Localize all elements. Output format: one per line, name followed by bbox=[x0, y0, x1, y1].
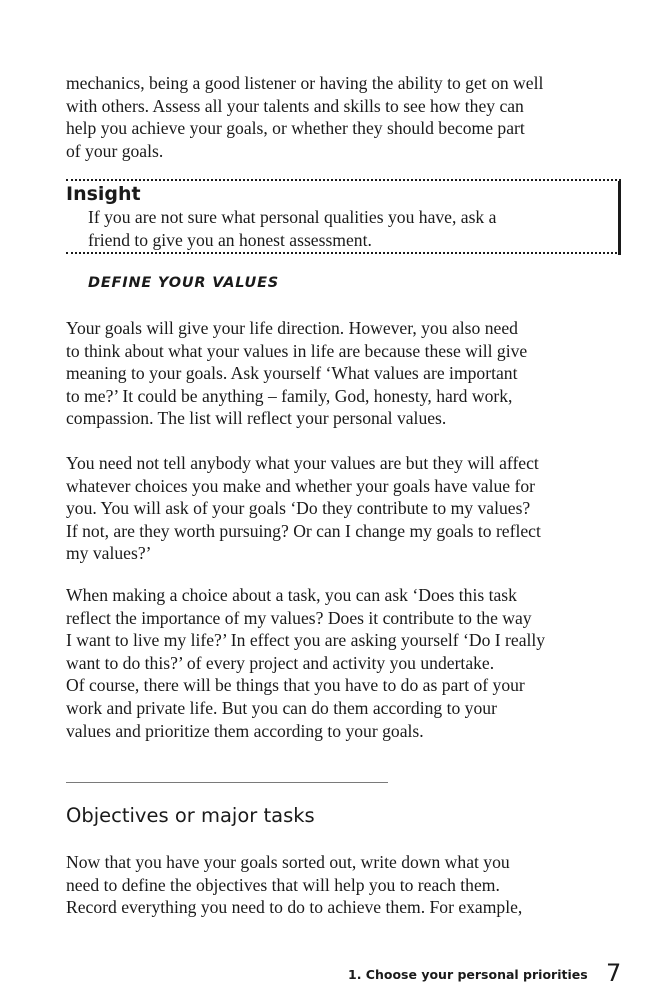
text-line: Now that you have your goals sorted out, write down what you bbox=[66, 852, 510, 872]
text-line: whatever choices you make and whether your goals have value for bbox=[66, 475, 535, 496]
text-line: want to do this?’ of every project and activity you undertake. bbox=[66, 652, 495, 673]
text-line: friend to give you an honest assessment. bbox=[88, 229, 372, 250]
text-line: reflect the importance of my values? Does it contribute to the way bbox=[66, 607, 532, 628]
text-line: values and prioritize them according to your goals. bbox=[66, 720, 424, 741]
text-line: If not, are they worth pursuing? Or can I change my goals to reflect bbox=[66, 520, 541, 541]
text-line: Record everything you need to do to achieve them. For example, bbox=[66, 897, 523, 918]
text-line: to think about what your values in life are because these will give bbox=[66, 340, 528, 361]
text-line: You need not tell anybody what your values are but they will affect bbox=[66, 453, 539, 473]
section-heading: DEFINE YOUR VALUES bbox=[88, 275, 280, 291]
text-line: to me?’ It could be anything – family, God, honesty, hard work, bbox=[66, 385, 513, 406]
text-line: need to define the objectives that will help you to reach them. bbox=[66, 874, 500, 895]
insight-side-bar bbox=[618, 181, 621, 255]
objectives-paragraph bbox=[66, 851, 596, 919]
text-line: help you achieve your goals, or whether they should become part bbox=[66, 118, 525, 139]
section-divider bbox=[66, 782, 388, 783]
text-line: Your goals will give your life direction. However, you also need bbox=[66, 318, 518, 338]
text-line: I want to live my life?’ In effect you are asking yourself ‘Do I really bbox=[66, 630, 546, 651]
insight-box bbox=[66, 175, 621, 257]
text-line: mechanics, being a good listener or having the ability to get on well bbox=[66, 73, 544, 93]
text-line: with others. Assess all your talents and skills to see how they can bbox=[66, 95, 524, 116]
values-paragraph-2 bbox=[66, 452, 596, 565]
text-line: my values?’ bbox=[66, 543, 152, 564]
text-line: compassion. The list will reflect your personal values. bbox=[66, 408, 447, 429]
text-line: work and private life. But you can do them according to your bbox=[66, 697, 497, 718]
text-line: If you are not sure what personal qualities you have, ask a bbox=[88, 207, 497, 227]
intro-paragraph bbox=[66, 72, 596, 162]
page-number: 7 bbox=[606, 959, 622, 987]
insight-text bbox=[88, 206, 496, 251]
running-footer: 1. Choose your personal priorities bbox=[348, 967, 588, 982]
text-line: of your goals. bbox=[66, 140, 164, 161]
text-line: When making a choice about a task, you can ask ‘Does this task bbox=[66, 585, 517, 605]
insight-top-dotted-rule bbox=[66, 179, 621, 181]
text-line: you. You will ask of your goals ‘Do they contribute to my values? bbox=[66, 498, 531, 519]
values-paragraph-1 bbox=[66, 317, 596, 430]
objectives-heading: Objectives or major tasks bbox=[66, 804, 315, 827]
insight-bottom-dotted-rule bbox=[66, 252, 621, 254]
insight-heading: Insight bbox=[66, 183, 141, 205]
text-line: meaning to your goals. Ask yourself ‘What values are important bbox=[66, 363, 518, 384]
text-line: Of course, there will be things that you have to do as part of your bbox=[66, 675, 525, 696]
values-paragraph-3 bbox=[66, 584, 596, 742]
